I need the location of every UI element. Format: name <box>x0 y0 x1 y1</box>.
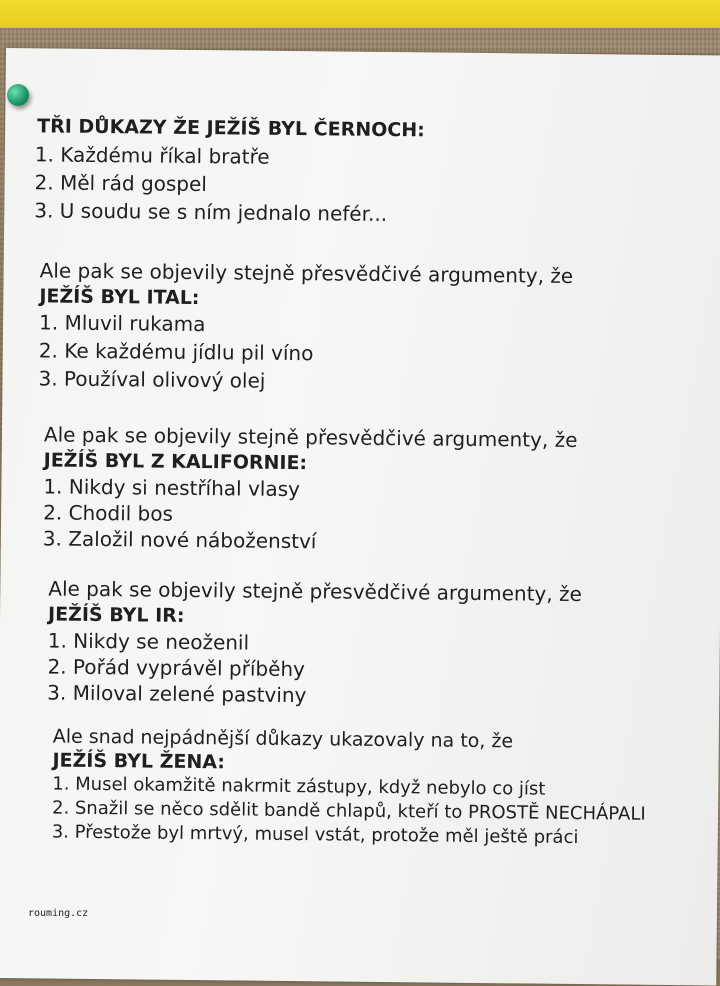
section-3-heading: JEŽÍŠ BYL Z KALIFORNIE: <box>43 449 308 475</box>
section-4-heading: JEŽÍŠ BYL IR: <box>47 603 185 627</box>
paper-sheet <box>0 48 720 985</box>
section-3-intro: Ale pak se objevily stejně přesvědčivé argumenty, že <box>43 422 578 453</box>
section-5-item-2: 2. Snažil se něco sdělit bandě chlapů, kteří to PROSTĚ NECHÁPALI <box>51 797 646 825</box>
section-5-intro: Ale snad nejpádnější důkazy ukazovaly na to, že <box>52 725 514 753</box>
push-pin-icon <box>7 84 29 106</box>
section-4-item-1: 1. Nikdy se neoženil <box>47 628 250 655</box>
section-4-item-3: 3. Miloval zelené pastviny <box>47 680 307 708</box>
section-2-item-1: 1. Mluvil rukama <box>39 310 206 337</box>
section-1-item-2: 2. Měl rád gospel <box>34 170 208 197</box>
watermark: rouming.cz <box>28 908 89 919</box>
section-1-item-3: 3. U soudu se s ním jednalo nefér... <box>34 198 388 226</box>
section-5-item-1: 1. Musel okamžitě nakrmit zástupy, když nebylo co jíst <box>52 773 546 800</box>
section-3-item-2: 2. Chodil bos <box>43 500 174 526</box>
section-2-intro: Ale pak se objevily stejně přesvědčivé argumenty, že <box>39 258 574 288</box>
section-5-heading: JEŽÍŠ BYL ŽENA: <box>52 749 226 774</box>
section-3-item-3: 3. Založil nové náboženství <box>42 526 317 554</box>
section-2-heading: JEŽÍŠ BYL ITAL: <box>39 285 200 310</box>
section-2-item-3: 3. Používal olivový olej <box>38 366 266 393</box>
section-3-item-1: 1. Nikdy si nestříhal vlasy <box>43 474 301 502</box>
section-1-item-1: 1. Každému říkal bratře <box>34 142 270 169</box>
section-2-item-2: 2. Ke každému jídlu pil víno <box>38 338 314 366</box>
section-1-heading: TŘI DŮKAZY ŽE JEŽÍŠ BYL ČERNOCH: <box>37 115 425 142</box>
section-4-item-2: 2. Pořád vyprávěl příběhy <box>47 654 306 682</box>
section-4-intro: Ale pak se objevily stejně přesvědčivé argumenty, že <box>48 576 582 607</box>
section-5-item-3: 3. Přestože byl mrtvý, musel vstát, protože měl ještě práci <box>51 821 579 849</box>
